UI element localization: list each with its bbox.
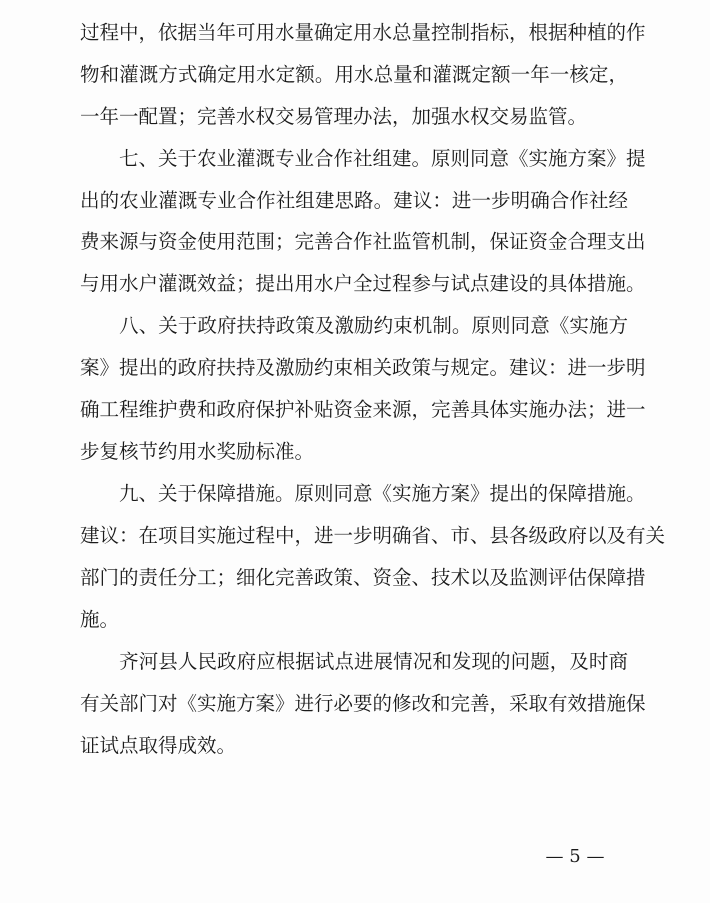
- paragraph-7-line-3: 费来源与资金使用范围；完善合作社监管机制，保证资金合理支出: [80, 230, 646, 253]
- paragraph-9-line-2: 建议：在项目实施过程中，进一步明确省、市、县各级政府以及有关: [80, 524, 666, 547]
- paragraph-continued-line-1: 过程中，依据当年可用水量确定用水总量控制指标，根据种植的作: [80, 21, 646, 44]
- paragraph-9-line-1: 九、关于保障措施。原则同意《实施方案》提出的保障措施。: [80, 482, 646, 505]
- paragraph-closing-line-3: 证试点取得成效。: [80, 734, 237, 757]
- paragraph-8-line-1: 八、关于政府扶持政策及激励约束机制。原则同意《实施方: [80, 314, 628, 337]
- paragraph-9-line-4: 施。: [80, 608, 120, 631]
- paragraph-continued-line-3: 一年一配置；完善水权交易管理办法，加强水权交易监管。: [80, 105, 588, 128]
- paragraph-7-line-2: 出的农业灌溉专业合作社组建思路。建议：进一步明确合作社经: [80, 189, 628, 212]
- page-number: — 5 —: [545, 846, 605, 867]
- paragraph-continued-line-2: 物和灌溉方式确定用水定额。用水总量和灌溉定额一年一核定，: [80, 63, 628, 86]
- paragraph-closing-line-1: 齐河县人民政府应根据试点进展情况和发现的问题，及时商: [80, 650, 628, 673]
- paragraph-8-line-4: 步复核节约用水奖励标准。: [80, 440, 315, 463]
- paragraph-8-line-2: 案》提出的政府扶持及激励约束相关政策与规定。建议：进一步明: [80, 356, 646, 379]
- paragraph-8-line-3: 确工程维护费和政府保护补贴资金来源，完善具体实施办法；进一: [80, 398, 646, 421]
- paragraph-7-line-4: 与用水户灌溉效益；提出用水户全过程参与试点建设的具体措施。: [80, 272, 646, 295]
- paragraph-closing-line-2: 有关部门对《实施方案》进行必要的修改和完善，采取有效措施保: [80, 692, 646, 715]
- paragraph-7-line-1: 七、关于农业灌溉专业合作社组建。原则同意《实施方案》提: [80, 147, 646, 170]
- paragraph-9-line-3: 部门的责任分工；细化完善政策、资金、技术以及监测评估保障措: [80, 566, 646, 589]
